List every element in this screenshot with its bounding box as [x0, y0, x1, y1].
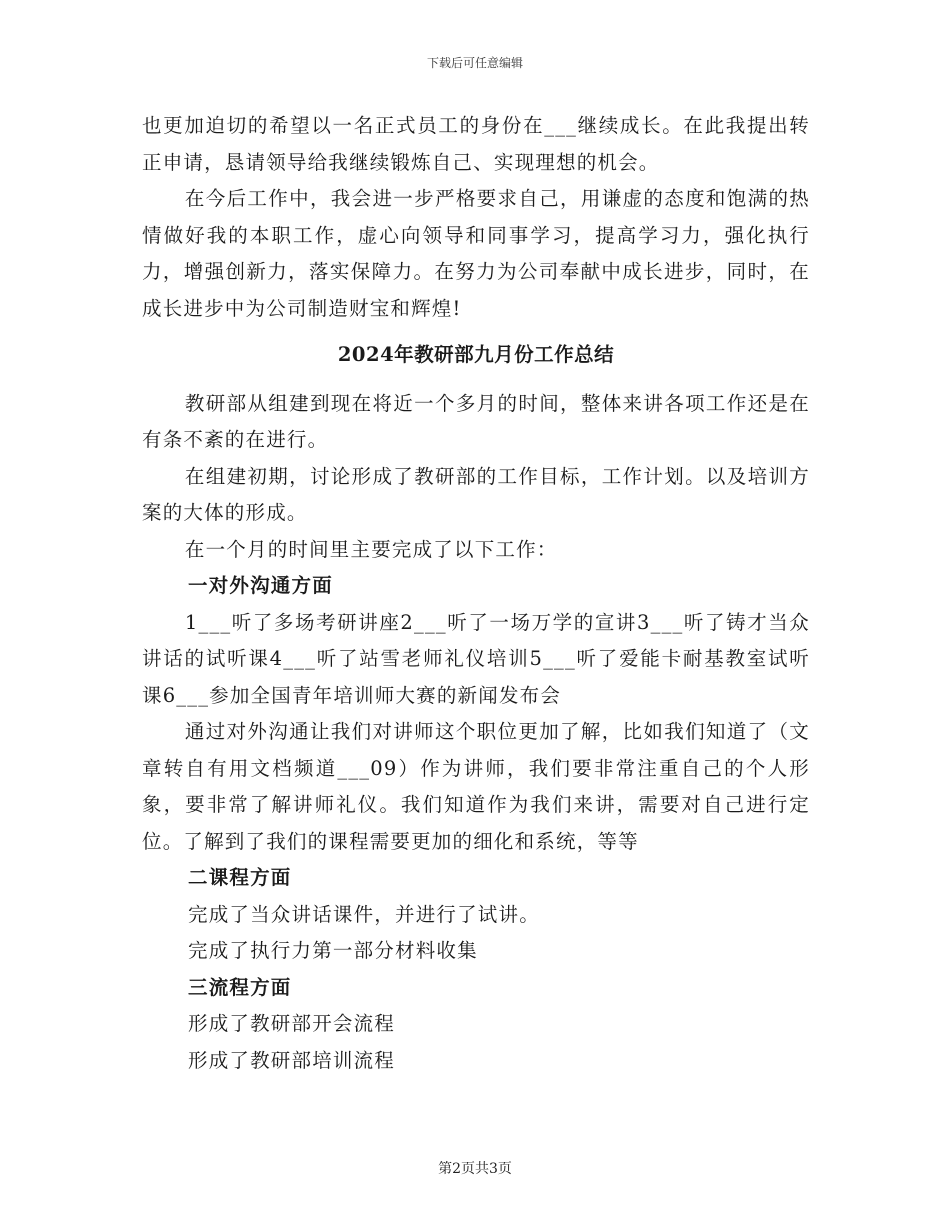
article-title: 2024年教研部九月份工作总结	[337, 343, 615, 366]
paragraph: 在一个月的时间里主要完成了以下工作：	[184, 537, 558, 561]
page-footer: 第2页共3页	[438, 1161, 512, 1177]
paragraph: 1___听了多场考研讲座2___听了一场万学的宣讲3___听了铸才当众讲话的试听课4___听了站雪老师礼仪培训5___听了爱能卡耐基教室试听课6___参加全国青年培训师大赛的新闻发布会	[142, 610, 810, 707]
paragraph: 在组建初期，讨论形成了教研部的工作目标，工作计划。以及培训方案的大体的形成。	[142, 464, 810, 524]
section-heading: 一对外沟通方面	[188, 574, 333, 597]
list-item: 形成了教研部培训流程	[188, 1048, 396, 1072]
list-item: 完成了执行力第一部分材料收集	[188, 939, 478, 962]
paragraph: 在今后工作中，我会进一步严格要求自己，用谦虚的态度和饱满的热情做好我的本职工作，虚心向领导和同事学习，提高学习力，强化执行力，增强创新力，落实保障力。在努力为公司奉献中成长进步，同时，在成长进步中为公司制造财宝和辉煌!	[142, 187, 810, 320]
paragraph: 通过对外沟通让我们对讲师这个职位更加了解，比如我们知道了（文章转自有用文档频道___09）作为讲师，我们要非常注重自己的个人形象，要非常了解讲师礼仪。我们知道作为我们来讲，需要对自己进行定位。了解到了我们的课程需要更加的细化和系统，等等	[142, 720, 810, 853]
section-heading: 二课程方面	[188, 866, 292, 889]
list-item: 完成了当众讲话课件，并进行了试讲。	[188, 902, 540, 926]
document-body	[142, 108, 810, 1079]
list-item: 形成了教研部开会流程	[188, 1012, 396, 1035]
section-heading: 三流程方面	[188, 975, 292, 999]
paragraph: 也更加迫切的希望以一名正式员工的身份在___继续成长。在此我提出转正申请，恳请领导给我继续锻炼自己、实现理想的机会。	[142, 114, 810, 174]
paragraph: 教研部从组建到现在将近一个多月的时间，整体来讲各项工作还是在有条不紊的在进行。	[142, 391, 810, 451]
header-note: 下载后可任意编辑	[426, 56, 523, 70]
